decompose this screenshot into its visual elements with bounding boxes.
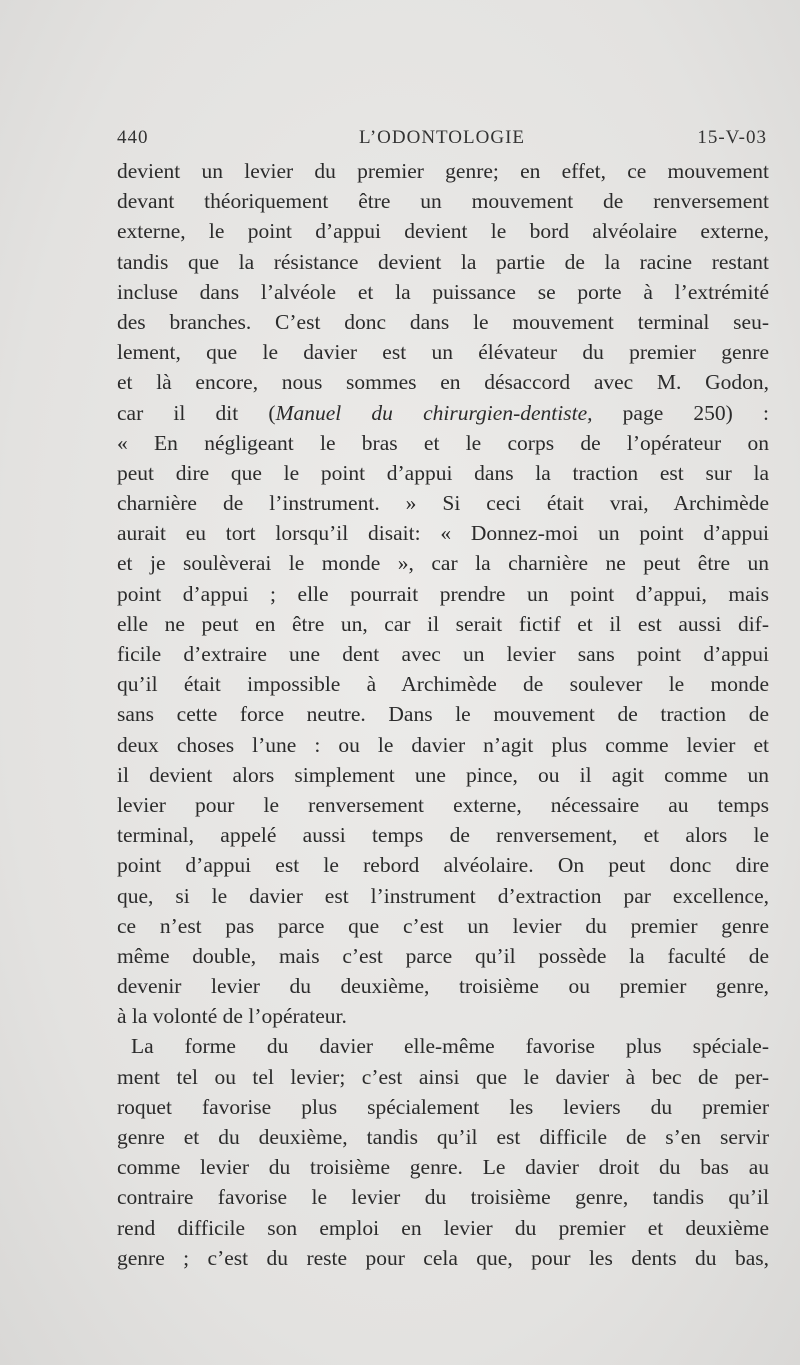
text-line: devant théoriquement être un mouvement de renversement: [117, 189, 769, 214]
text-line: devient un levier du premier genre; en effet, ce mouvement: [117, 159, 769, 183]
text-line: ficile d’extraire une dent avec un levier sans point d’appui: [117, 642, 769, 666]
text-line: lement, que le davier est un élévateur du premier genre: [117, 340, 769, 365]
text-line: incluse dans l’alvéole et la puissance se porte à l’extrémité: [117, 279, 769, 304]
text-line: [117, 398, 769, 428]
text-line: et je soulèverai le monde », car la charnière ne peut être un: [117, 551, 769, 576]
body-text: [117, 156, 769, 1273]
text-segment: page 250) :: [592, 400, 769, 425]
text-line: aurait eu tort lorsqu’il disait: « Donnez-moi un point d’appui: [117, 521, 769, 546]
text-line: ment tel ou tel levier; c’est ainsi que le davier à bec de per-: [117, 1064, 769, 1089]
text-line: deux choses l’une : ou le davier n’agit plus comme levier et: [117, 732, 769, 757]
running-header: [117, 127, 767, 155]
text-line: peut dire que le point d’appui dans la traction est sur la: [117, 460, 769, 485]
text-line: elle ne peut en être un, car il serait fictif et il est aussi dif-: [117, 611, 769, 636]
text-line: rend difficile son emploi en levier du premier et deuxième: [117, 1215, 769, 1240]
text-line: sans cette force neutre. Dans le mouvement de traction de: [117, 702, 769, 727]
text-line: que, si le davier est l’instrument d’extraction par excellence,: [117, 883, 769, 908]
text-line: genre ; c’est du reste pour cela que, pour les dents du bas,: [117, 1245, 769, 1270]
text-line: charnière de l’instrument. » Si ceci était vrai, Archimède: [117, 491, 769, 516]
text-line: point d’appui est le rebord alvéolaire. On peut donc dire: [117, 853, 769, 878]
text-line: roquet favorise plus spécialement les leviers du premier: [117, 1094, 769, 1119]
issue-date: 15-V-03: [697, 127, 767, 148]
text-line: externe, le point d’appui devient le bord alvéolaire externe,: [117, 219, 769, 244]
text-line: terminal, appelé aussi temps de renversement, et alors le: [117, 823, 769, 848]
text-line: contraire favorise le levier du troisième genre, tandis qu’il: [117, 1185, 769, 1210]
page-number: 440: [117, 127, 149, 148]
text-line: point d’appui ; elle pourrait prendre un point d’appui, mais: [117, 581, 769, 606]
text-line: comme levier du troisième genre. Le davier droit du bas au: [117, 1155, 769, 1180]
text-line: et là encore, nous sommes en désaccord avec M. Godon,: [117, 370, 769, 395]
book-title-italic: Manuel du chirurgien-dentiste,: [275, 400, 593, 425]
text-line: devenir levier du deuxième, troisième ou premier genre,: [117, 974, 769, 999]
text-line: ce n’est pas parce que c’est un levier du premier genre: [117, 913, 769, 938]
text-line: à la volonté de l’opérateur.: [117, 1004, 347, 1029]
text-line: tandis que la résistance devient la partie de la racine restant: [117, 249, 769, 274]
text-line: qu’il était impossible à Archimède de soulever le monde: [117, 672, 769, 697]
text-line: même double, mais c’est parce qu’il possède la faculté de: [117, 943, 769, 968]
text-line: il devient alors simplement une pince, ou il agit comme un: [117, 762, 769, 787]
text-line: « En négligeant le bras et le corps de l’opérateur on: [117, 430, 769, 455]
running-title: L’ODONTOLOGIE: [358, 127, 526, 148]
text-line: des branches. C’est donc dans le mouvement terminal seu-: [117, 309, 769, 334]
text-line: La forme du davier elle-même favorise plus spéciale-: [131, 1034, 769, 1059]
text-line: genre et du deuxième, tandis qu’il est difficile de s’en servir: [117, 1125, 769, 1149]
text-line: levier pour le renversement externe, nécessaire au temps: [117, 792, 769, 817]
text-segment: car il dit (: [117, 400, 276, 425]
